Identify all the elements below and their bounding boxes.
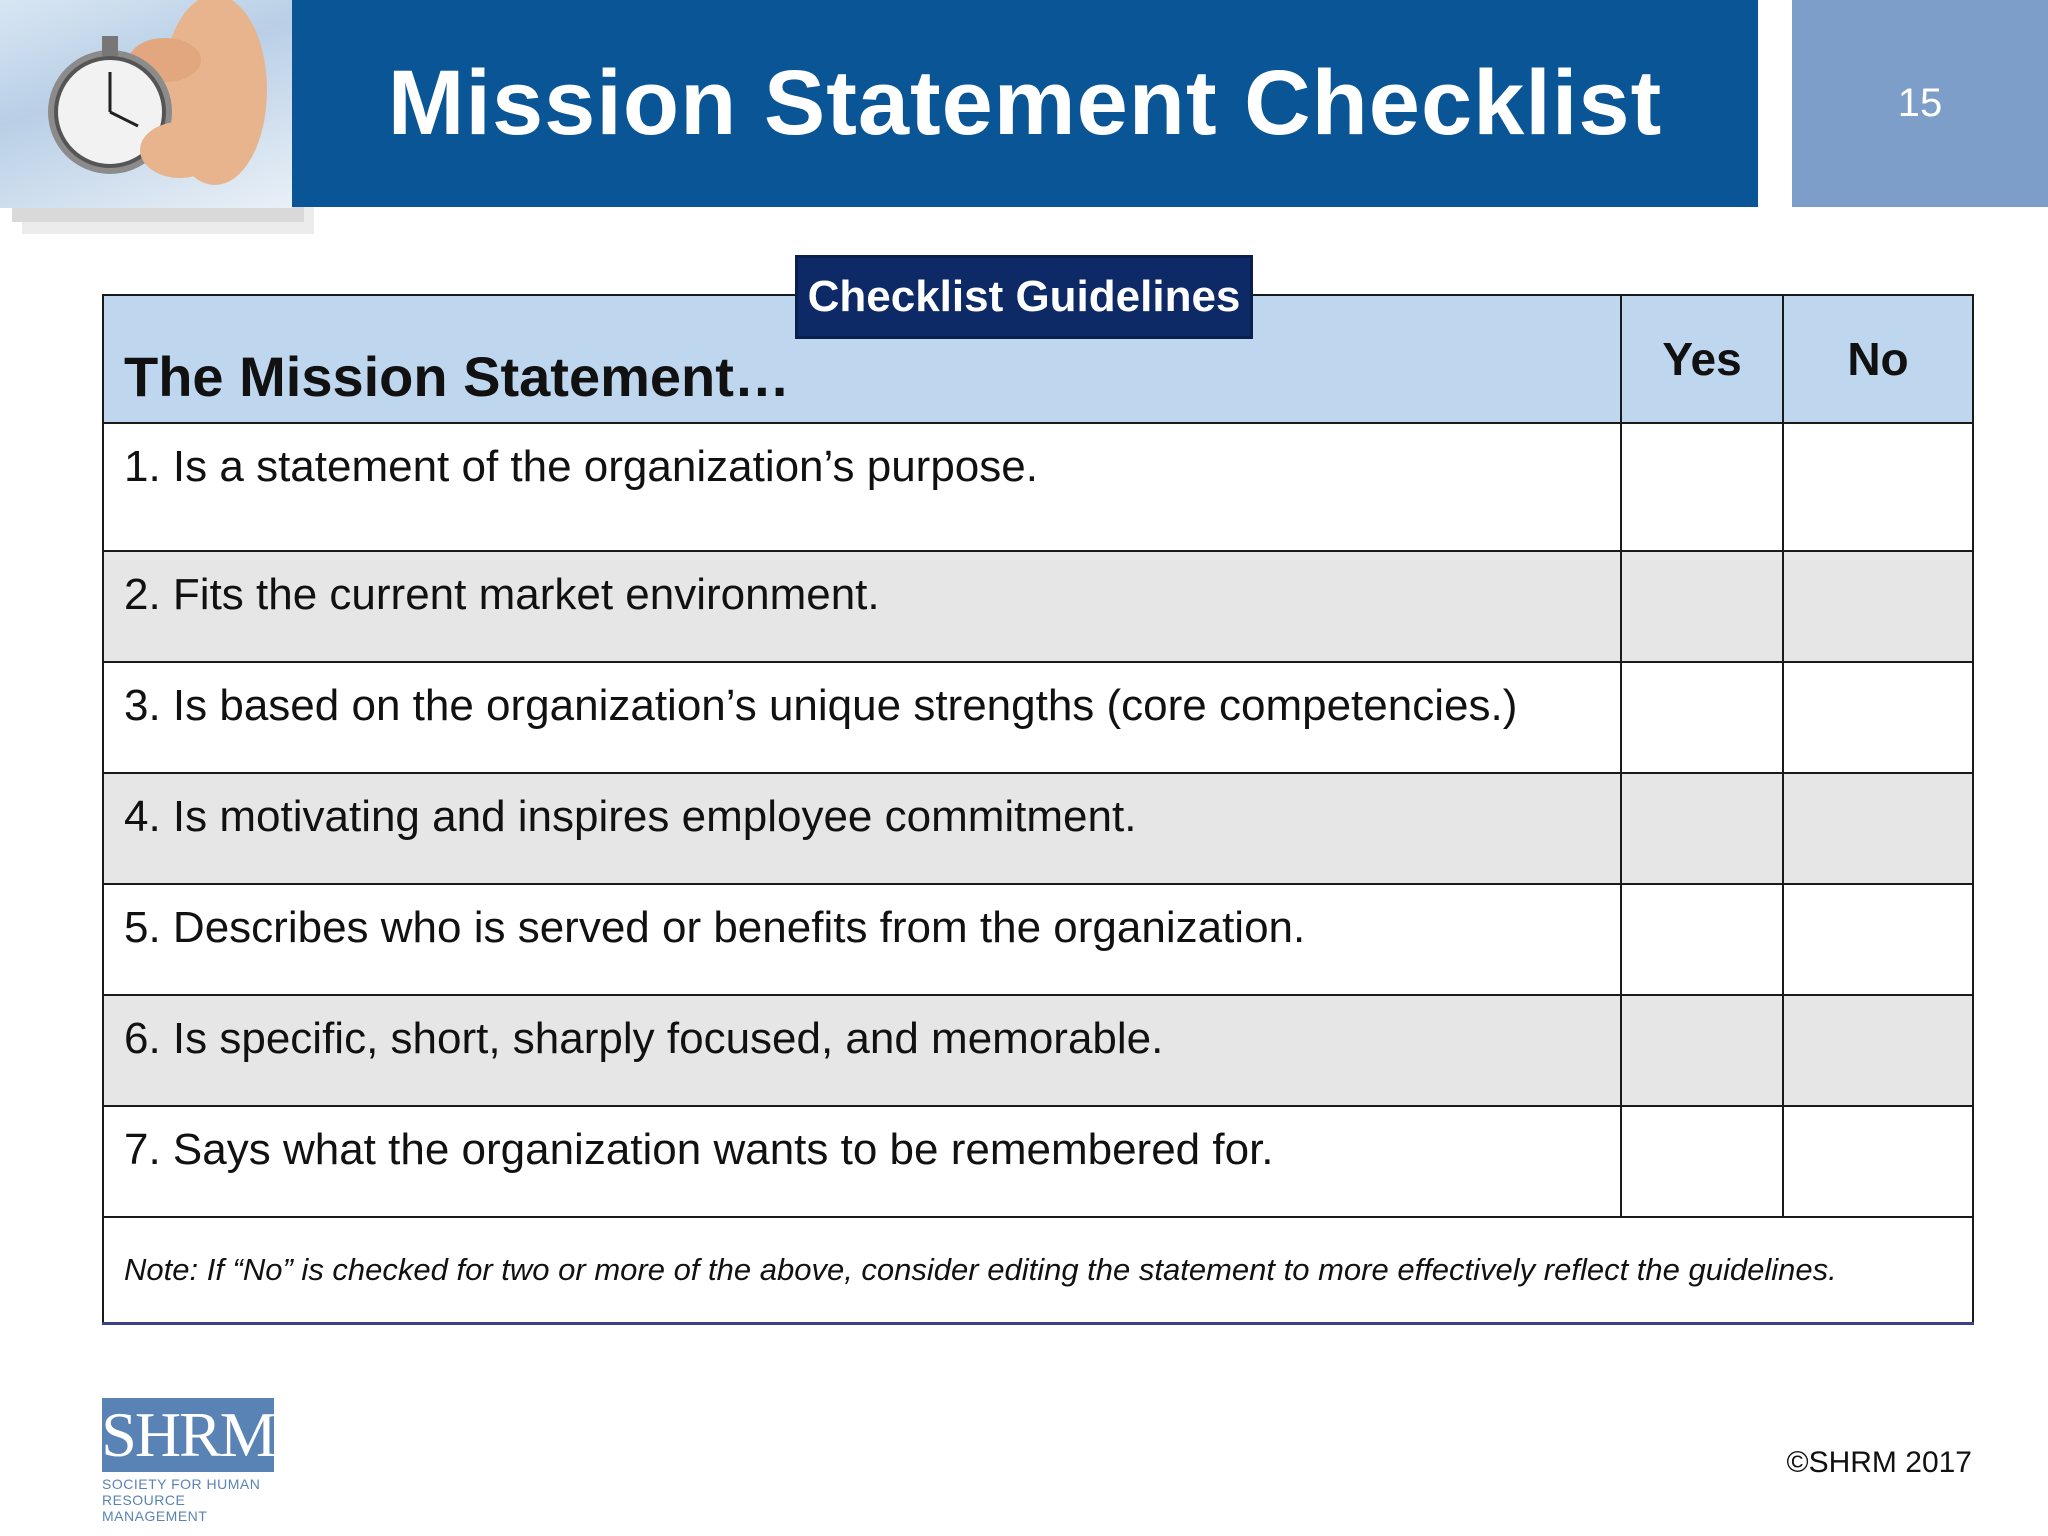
row-text: 2. Fits the current market environment.	[103, 551, 1621, 662]
checklist-table	[102, 294, 1974, 1325]
table-row	[103, 423, 1973, 551]
row-text: 4. Is motivating and inspires employee commitment.	[103, 773, 1621, 884]
table-row	[103, 884, 1973, 995]
table-row	[103, 773, 1973, 884]
yes-checkbox-cell[interactable]	[1621, 662, 1783, 773]
no-checkbox-cell[interactable]	[1783, 423, 1973, 551]
yes-checkbox-cell[interactable]	[1621, 423, 1783, 551]
page-title: Mission Statement Checklist	[387, 52, 1663, 154]
row-text: 3. Is based on the organization’s unique strengths (core competencies.)	[103, 662, 1621, 773]
row-text: 6. Is specific, short, sharply focused, and memorable.	[103, 995, 1621, 1106]
table-row	[103, 662, 1973, 773]
stopwatch-photo	[0, 0, 292, 208]
no-checkbox-cell[interactable]	[1783, 662, 1973, 773]
yes-checkbox-cell[interactable]	[1621, 995, 1783, 1106]
header-no: No	[1783, 295, 1973, 423]
shrm-logo	[101, 1398, 282, 1524]
note-text: Note: If “No” is checked for two or more of the above, consider editing the statement to more effectively reflect the guidelines.	[103, 1217, 1973, 1323]
stopwatch-icon	[0, 0, 292, 208]
yes-checkbox-cell[interactable]	[1621, 1106, 1783, 1217]
guidelines-label: Checklist Guidelines	[807, 272, 1241, 321]
yes-checkbox-cell[interactable]	[1621, 551, 1783, 662]
row-text: 1. Is a statement of the organization’s purpose.	[103, 423, 1621, 551]
note-row	[103, 1217, 1973, 1323]
table-row	[103, 551, 1973, 662]
copyright: ©SHRM 2017	[1786, 1446, 1972, 1479]
no-checkbox-cell[interactable]	[1783, 995, 1973, 1106]
logo-subtitle-line: SOCIETY FOR HUMAN	[102, 1476, 261, 1492]
logo-subtitle-line: RESOURCE MANAGEMENT	[102, 1492, 208, 1524]
row-text: 5. Describes who is served or benefits from the organization.	[103, 884, 1621, 995]
logo-subtitle	[102, 1476, 282, 1524]
yes-checkbox-cell[interactable]	[1621, 773, 1783, 884]
page-number-box	[1792, 0, 2048, 207]
header-statement: The Mission Statement…	[103, 295, 1621, 423]
header-yes: Yes	[1621, 295, 1783, 423]
no-checkbox-cell[interactable]	[1783, 773, 1973, 884]
page-number: 15	[1897, 81, 1943, 125]
checklist-guidelines-tab	[795, 255, 1253, 339]
row-text: 7. Says what the organization wants to be remembered for.	[103, 1106, 1621, 1217]
no-checkbox-cell[interactable]	[1783, 551, 1973, 662]
no-checkbox-cell[interactable]	[1783, 1106, 1973, 1217]
yes-checkbox-cell[interactable]	[1621, 884, 1783, 995]
title-bar	[292, 0, 1758, 207]
logo-mark: SHRM	[101, 1399, 275, 1470]
table-row	[103, 995, 1973, 1106]
table-row	[103, 1106, 1973, 1217]
no-checkbox-cell[interactable]	[1783, 884, 1973, 995]
